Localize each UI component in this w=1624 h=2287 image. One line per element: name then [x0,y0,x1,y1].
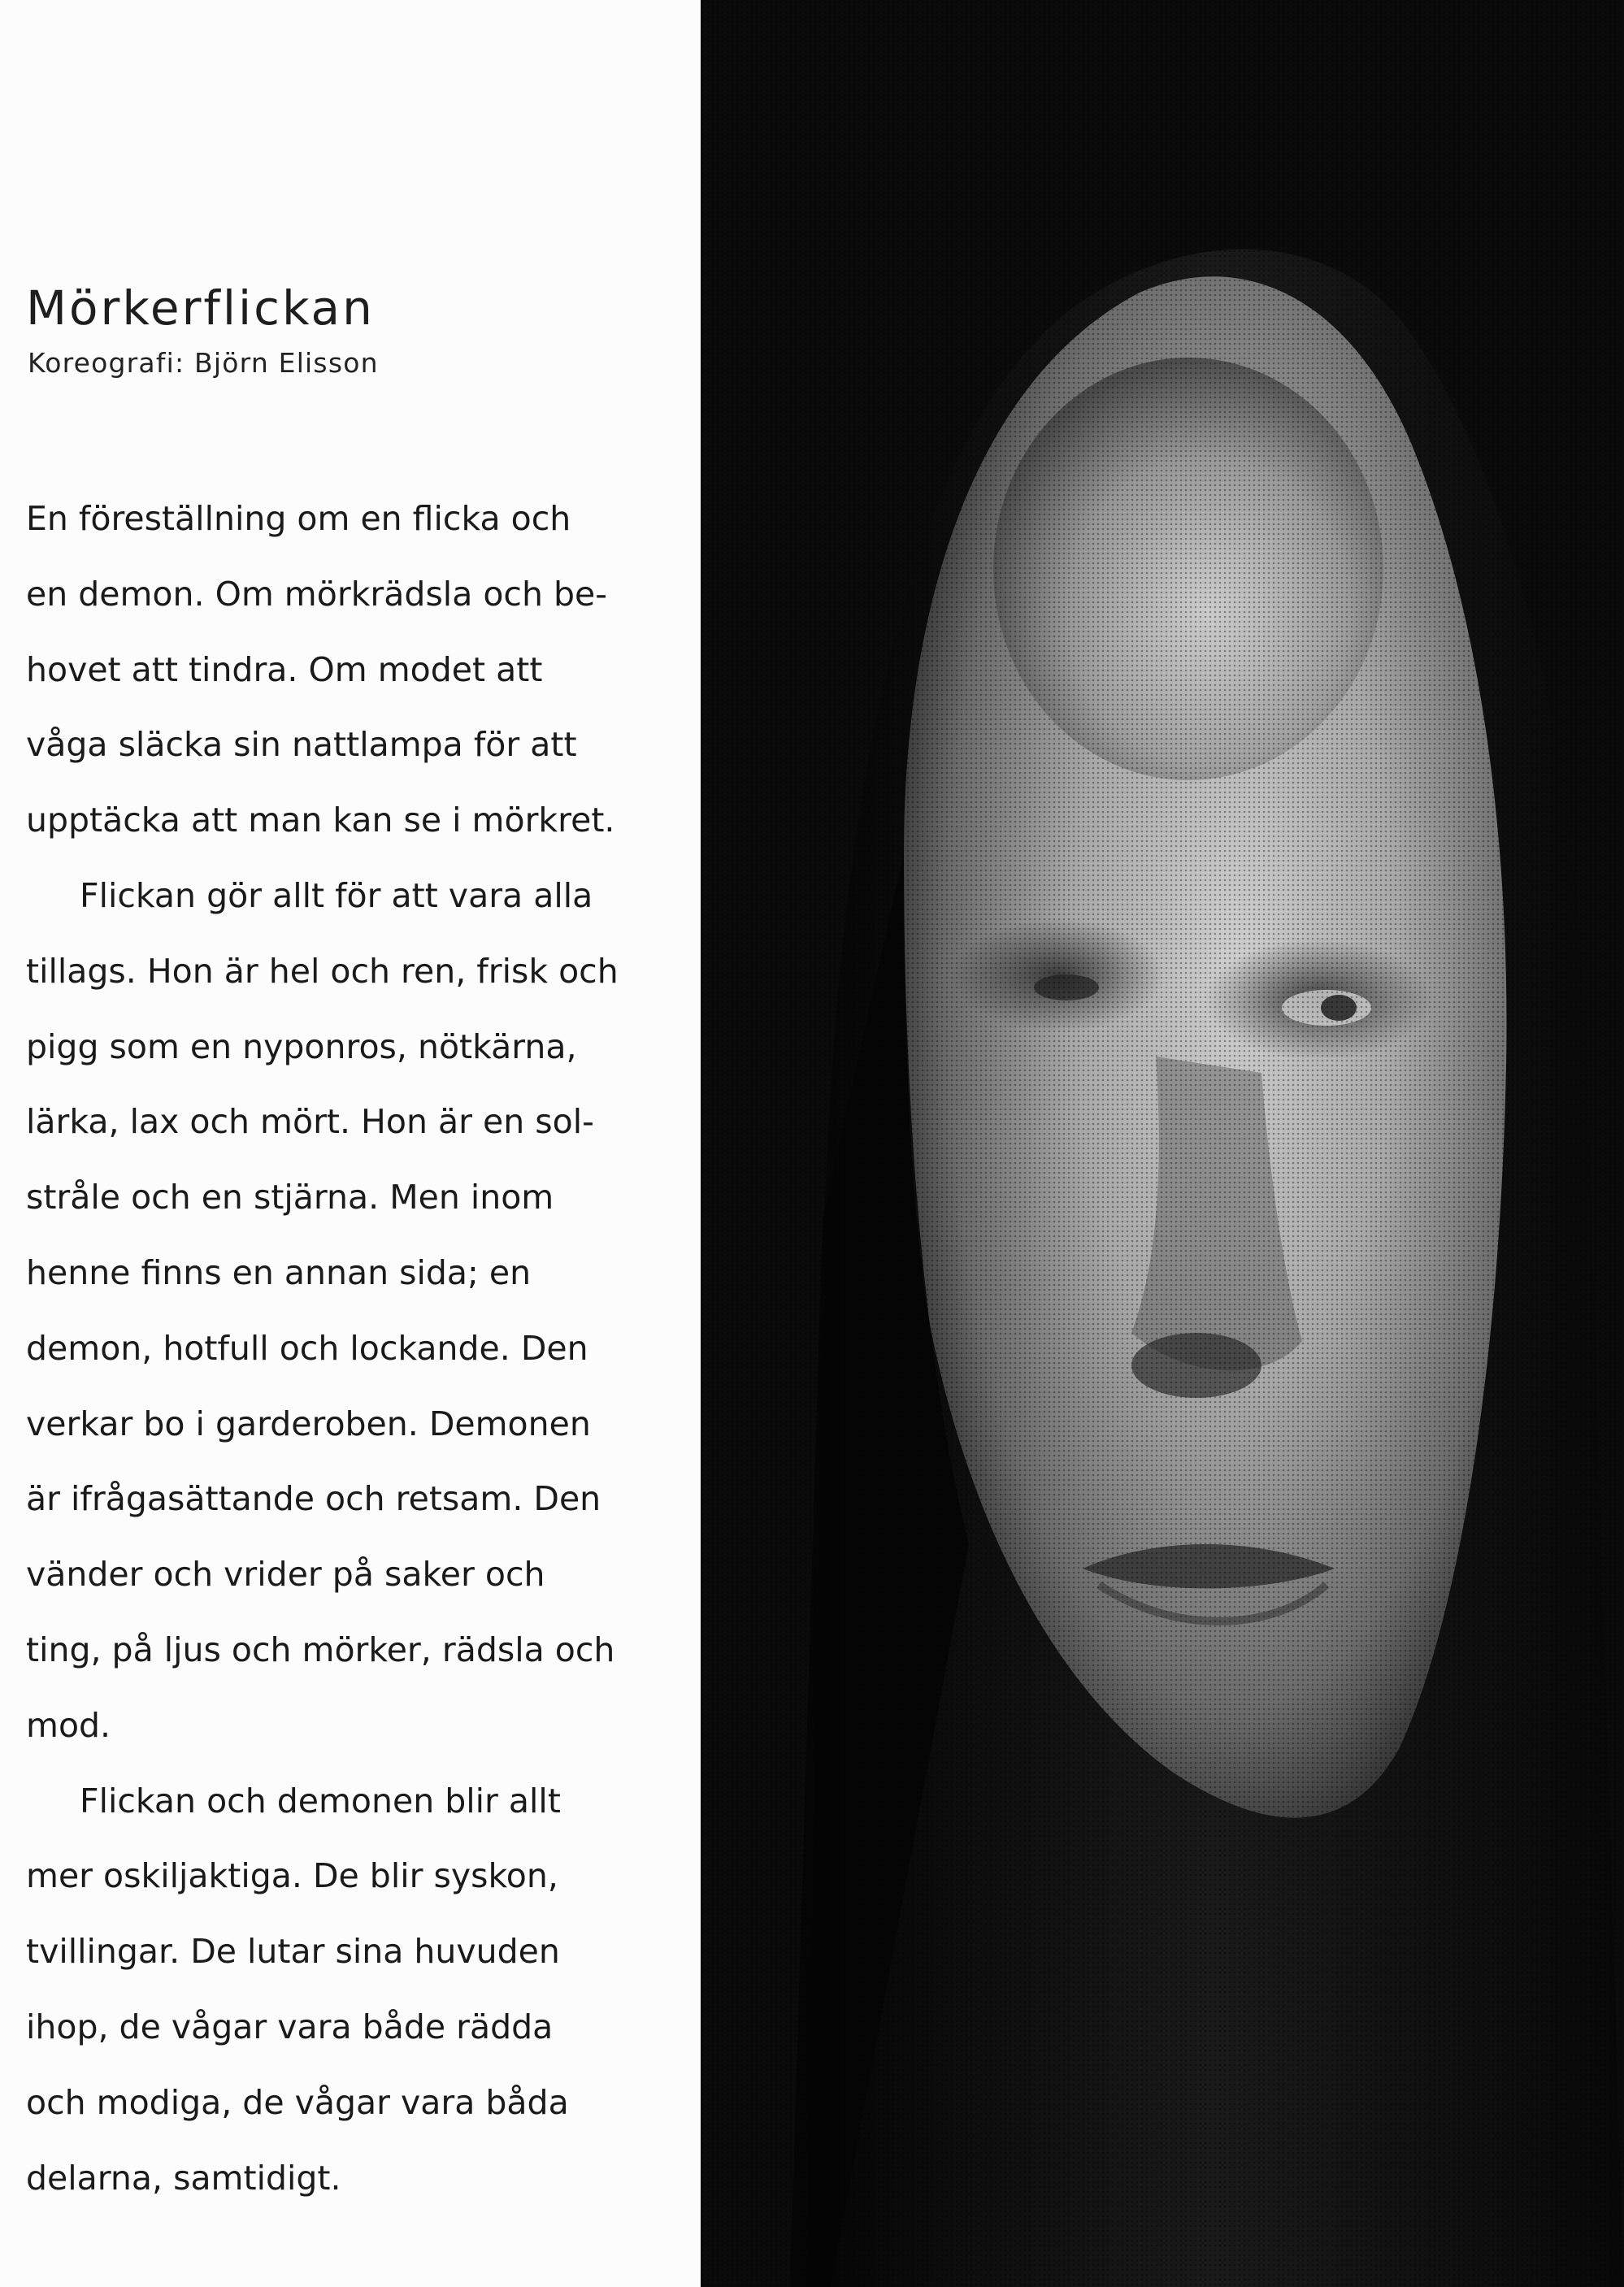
body-line: Flickan och demonen blir allt [80,1781,561,1820]
body-line: ting, på ljus och mörker, rädsla och [26,1630,615,1669]
body-line: en demon. Om mörkrädsla och be- [26,574,608,614]
body-line: henne finns en annan sida; en [26,1252,532,1292]
body-line: verkar bo i garderoben. Demonen [26,1404,591,1443]
body-line: våga släcka sin nattlampa för att [26,725,577,765]
portrait-illustration [701,0,1624,2287]
body-line: ihop, de vågar vara både rädda [26,2007,554,2046]
body-line: Flickan gör allt för att vara alla [80,875,593,915]
body-line: är ifrågasättande och retsam. Den [26,1479,601,1519]
body-line: mer oskiljaktiga. De blir syskon, [26,1856,558,1896]
body-line: mod. [26,1705,111,1745]
body-line: stråle och en stjärna. Men inom [26,1178,554,1217]
portrait-photo [701,0,1624,2287]
body-line: delarna, samtidigt. [26,2158,341,2198]
body-line: tillags. Hon är hel och ren, frisk och [26,951,619,991]
body-line: lärka, lax och mört. Hon är en sol- [26,1102,594,1142]
text-column [0,0,701,2287]
body-line: upptäcka att man kan se i mörkret. [26,801,615,840]
body-line: En föreställning om en flicka och [26,499,571,538]
article-body [26,481,676,2215]
choreography-credit: Koreografi: Björn Elisson [28,347,379,379]
body-line: hovet att tindra. Om modet att [26,649,543,689]
body-line: tvillingar. De lutar sina huvuden [26,1932,560,1972]
body-line: demon, hotfull och lockande. Den [26,1328,588,1368]
body-line: pigg som en nyponros, nötkärna, [26,1026,577,1066]
article-title: Mörkerflickan [26,280,375,336]
body-line: och modiga, de vågar vara båda [26,2082,569,2122]
body-line: vänder och vrider på saker och [26,1555,545,1595]
